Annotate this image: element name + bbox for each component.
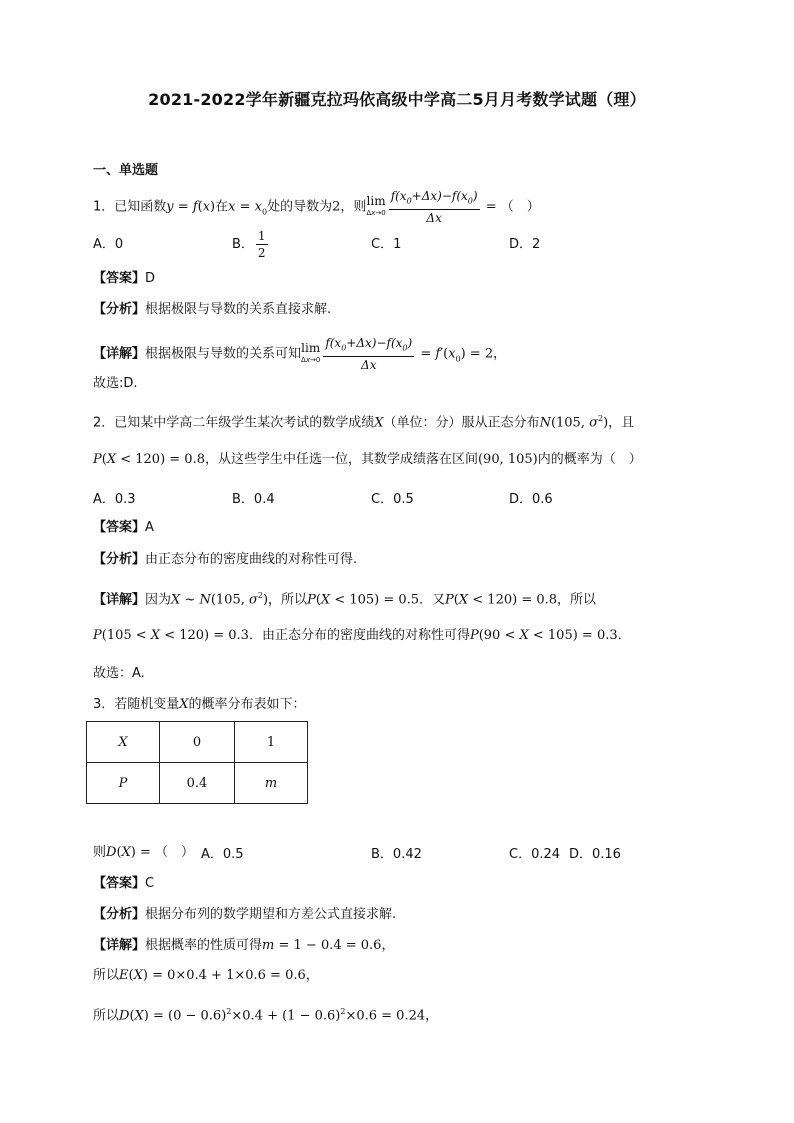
table-cell: 0 <box>160 722 235 763</box>
table-cell: P <box>87 763 160 804</box>
q3-detail: 【详解】根据概率的性质可得m = 1 − 0.4 = 0.6， <box>93 938 395 953</box>
q1-conclusion: 故选:D. <box>93 376 138 391</box>
q3-option-b: B．0.42 <box>371 847 422 862</box>
q2-detail-line1: 【详解】因为X ~ N(105, $\sigma^2$)，所以P(X < 105) = 0.5．又P(X < 120) = 0.8，所以 <box>93 591 597 608</box>
q1-option-b: B． $\frac{1}{2}$ <box>232 229 266 260</box>
section-heading: 一、单选题 <box>93 163 159 178</box>
q1-stem: 1．已知函数y = f(x)在$x = x_0$处的导数为2，则 lim Δx→0 $\frac{f(x_0+\Delta x)-f(x_0)}{\Delta x}$ = （ ） <box>93 189 540 226</box>
table-cell: m <box>235 763 308 804</box>
q1-answer: 【答案】D <box>93 271 156 286</box>
q3-answer: 【答案】C <box>93 876 155 891</box>
q2-stem-line2: P(X < 120) = 0.8，从这些学生中任选一位，其数学成绩落在区间(90, 105)内的概率为（ ） <box>93 452 642 467</box>
q3-option-c: C．0.24 <box>509 847 561 862</box>
q3-option-d: D．0.16 <box>569 847 621 862</box>
q2-option-c: C．0.5 <box>371 492 414 507</box>
table-row <box>87 722 308 763</box>
q1-option-d: D．2 <box>509 237 541 252</box>
q2-option-d: D．0.6 <box>509 492 553 507</box>
q1-option-c: C．1 <box>371 237 402 252</box>
q3-ask: 则D(X) = （ ） <box>93 845 195 860</box>
q2-option-a: A．0.3 <box>93 492 136 507</box>
q2-option-b: B．0.4 <box>232 492 275 507</box>
table-cell: 0.4 <box>160 763 235 804</box>
q2-stem-line1: 2．已知某中学高二年级学生某次考试的数学成绩X（单位：分）服从正态分布N(105, $\sigma^2$)，且 <box>93 414 635 431</box>
q2-answer: 【答案】A <box>93 520 154 535</box>
q3-analysis: 【分析】根据分布列的数学期望和方差公式直接求解. <box>93 907 397 922</box>
q3-distribution-table <box>86 721 308 804</box>
q2-conclusion: 故选：A. <box>93 666 145 681</box>
q1-option-a: A．0 <box>93 237 124 252</box>
q3-expectation: 所以E(X) = 0×0.4 + 1×0.6 = 0.6， <box>93 968 319 983</box>
table-cell: X <box>87 722 160 763</box>
table-cell: 1 <box>235 722 308 763</box>
q2-detail-line2: P(105 < X < 120) = 0.3．由正态分布的密度曲线的对称性可得P(90 < X < 105) = 0.3． <box>93 628 631 643</box>
q2-analysis: 【分析】由正态分布的密度曲线的对称性可得. <box>93 552 358 567</box>
q1-detail: 【详解】根据极限与导数的关系可知 lim Δx→0 $\frac{f(x_0+\Delta x)-f(x_0)}{\Delta x}$ = $f'(x_0) = 2$， <box>93 336 507 373</box>
table-row <box>87 763 308 804</box>
q3-variance: 所以$D(X) = (0 - 0.6)^2\times 0.4 + (1 - 0.6)^2\times 0.6 = 0.24$， <box>93 1007 439 1024</box>
q1-analysis: 【分析】根据极限与导数的关系直接求解. <box>93 302 332 317</box>
q3-option-a: A．0.5 <box>201 847 244 862</box>
page-title: 2021-2022学年新疆克拉玛依高级中学高二5月月考数学试题（理） <box>148 90 646 109</box>
q3-stem: 3．若随机变量X的概率分布表如下： <box>93 697 306 712</box>
